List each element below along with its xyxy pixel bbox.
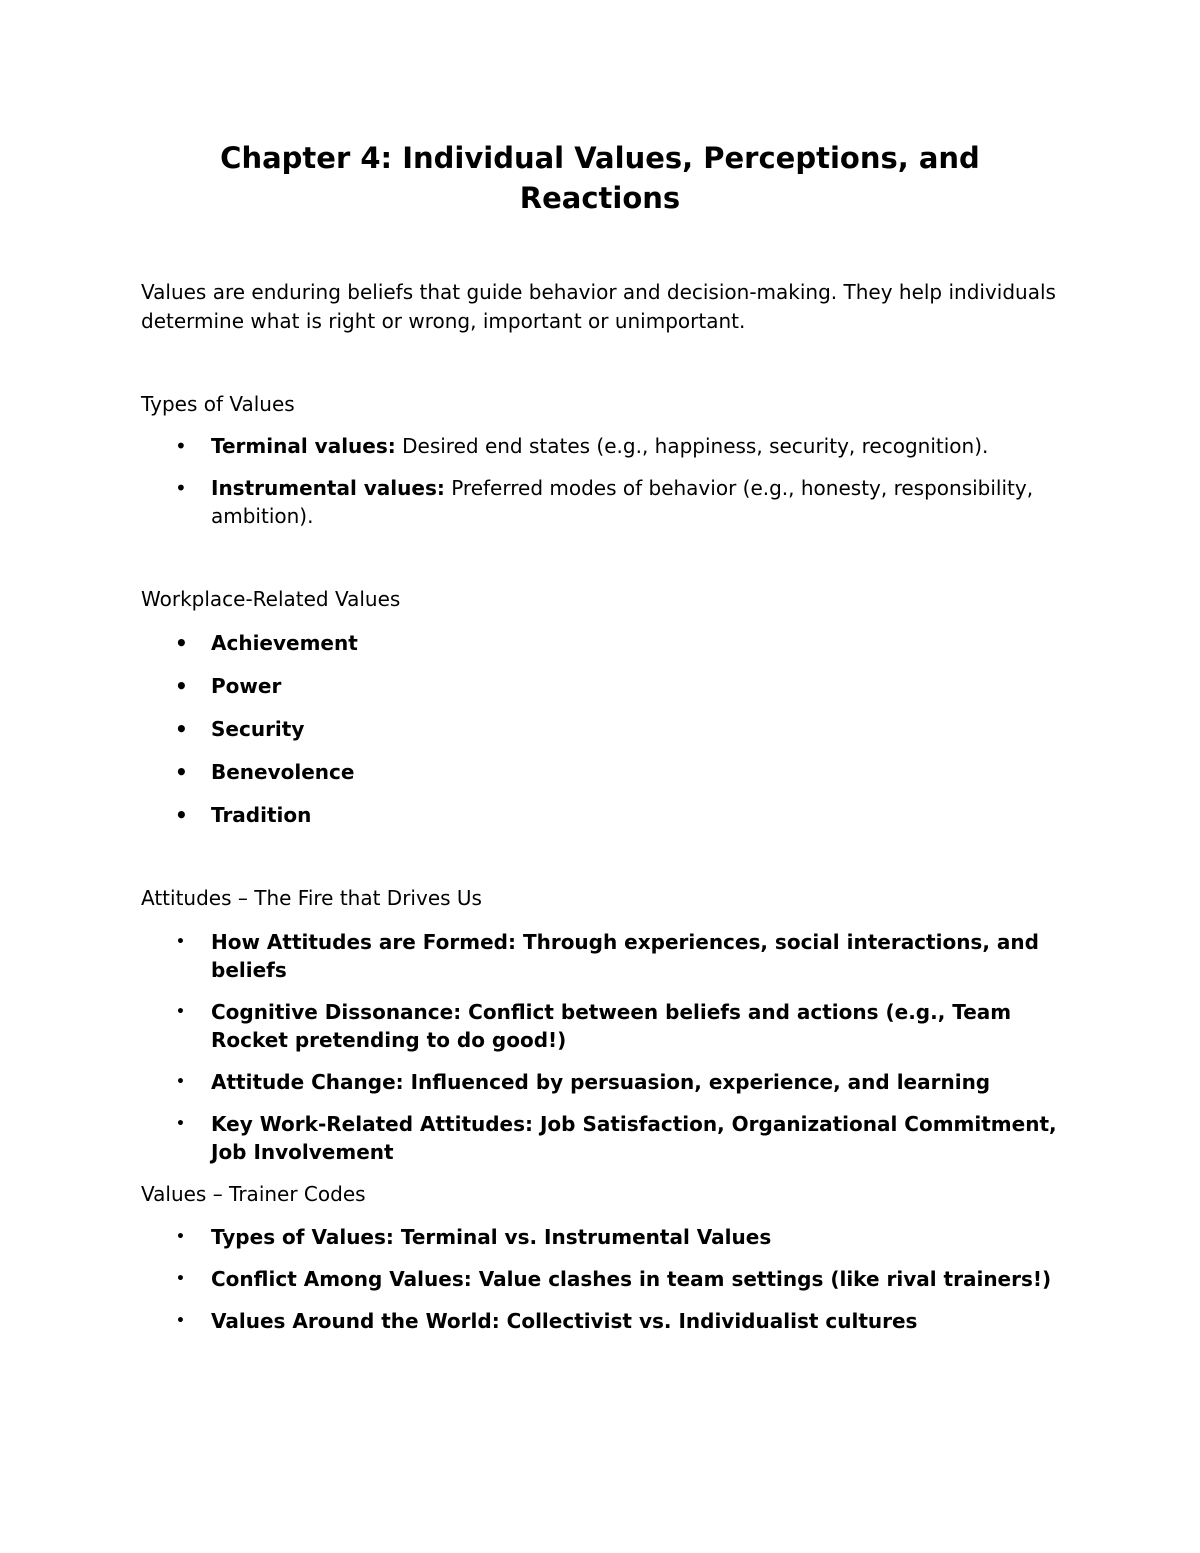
- bullet-icon: •: [175, 476, 187, 500]
- list-item-security: [141, 715, 1061, 743]
- bullet-icon: •: [175, 760, 188, 784]
- list-item-text: Key Work-Related Attitudes: Job Satisfaction, Organizational Commitment, Job Involvement: [211, 1112, 1057, 1164]
- list-item-text: Power: [211, 674, 282, 698]
- trainer-codes-heading: Values – Trainer Codes: [141, 1182, 366, 1206]
- list-item-cognitive-dissonance: [141, 998, 1061, 1054]
- bullet-icon: •: [176, 934, 185, 950]
- bullet-icon: •: [175, 434, 187, 458]
- bullet-icon: •: [176, 1004, 185, 1020]
- list-item-conflict-among-values: [141, 1265, 1061, 1293]
- list-item-values-around-world: [141, 1307, 1061, 1335]
- list-item-text: Security: [211, 717, 305, 741]
- bullet-icon: •: [176, 1116, 185, 1132]
- list-item-benevolence: [141, 758, 1061, 786]
- bullet-icon: •: [175, 631, 188, 655]
- types-of-values-list: [141, 432, 1061, 530]
- list-item-text: Types of Values: Terminal vs. Instrumental Values: [211, 1225, 772, 1249]
- bullet-icon: •: [175, 803, 188, 827]
- list-item-types-of-values: [141, 1223, 1061, 1251]
- title-line-1: Chapter 4: Individual Values, Perceptions, and: [220, 141, 980, 175]
- terminal-values-text: Desired end states (e.g., happiness, security, recognition).: [395, 434, 989, 458]
- bullet-icon: •: [176, 1271, 185, 1287]
- list-item-attitude-change: [141, 1068, 1061, 1096]
- list-item-terminal-values: [141, 432, 1061, 460]
- bullet-icon: •: [175, 717, 188, 741]
- list-item-text: Tradition: [211, 803, 312, 827]
- workplace-values-list: [141, 629, 1061, 829]
- list-item-tradition: [141, 801, 1061, 829]
- title-line-2: Reactions: [519, 181, 681, 215]
- bullet-icon: •: [176, 1229, 185, 1245]
- terminal-values-term: Terminal values:: [211, 434, 396, 458]
- list-item-instrumental-values: [141, 474, 1061, 530]
- list-item-work-related-attitudes: [141, 1110, 1061, 1166]
- workplace-values-heading: Workplace-Related Values: [141, 587, 401, 611]
- list-item-text: Values Around the World: Collectivist vs. Individualist cultures: [211, 1309, 918, 1333]
- document-title: [141, 138, 1059, 218]
- list-item-text: Benevolence: [211, 760, 355, 784]
- instrumental-values-text: Preferred modes of behavior (e.g., honesty, responsibility, ambition).: [211, 476, 1034, 528]
- attitudes-heading: Attitudes – The Fire that Drives Us: [141, 886, 482, 910]
- bullet-icon: •: [176, 1074, 185, 1090]
- list-item-text: Cognitive Dissonance: Conflict between beliefs and actions (e.g., Team Rocket pretending to do good!): [211, 1000, 1012, 1052]
- bullet-icon: •: [176, 1313, 185, 1329]
- trainer-codes-list: [141, 1223, 1061, 1335]
- attitudes-list: [141, 928, 1061, 1166]
- document-page: [141, 138, 1061, 1335]
- instrumental-values-term: Instrumental values:: [211, 476, 445, 500]
- bullet-icon: •: [175, 674, 188, 698]
- list-item-text: Attitude Change: Influenced by persuasion, experience, and learning: [211, 1070, 991, 1094]
- list-item-text: How Attitudes are Formed: Through experiences, social interactions, and beliefs: [211, 930, 1039, 982]
- list-item-text: Conflict Among Values: Value clashes in team settings (like rival trainers!): [211, 1267, 1052, 1291]
- list-item-power: [141, 672, 1061, 700]
- intro-paragraph: Values are enduring beliefs that guide behavior and decision-making. They help individuals determine what is right or wrong, important or unimportant.: [141, 280, 1056, 333]
- list-item-attitudes-formed: [141, 928, 1061, 984]
- list-item-text: Achievement: [211, 631, 358, 655]
- list-item-achievement: [141, 629, 1061, 657]
- types-of-values-heading: Types of Values: [141, 392, 295, 416]
